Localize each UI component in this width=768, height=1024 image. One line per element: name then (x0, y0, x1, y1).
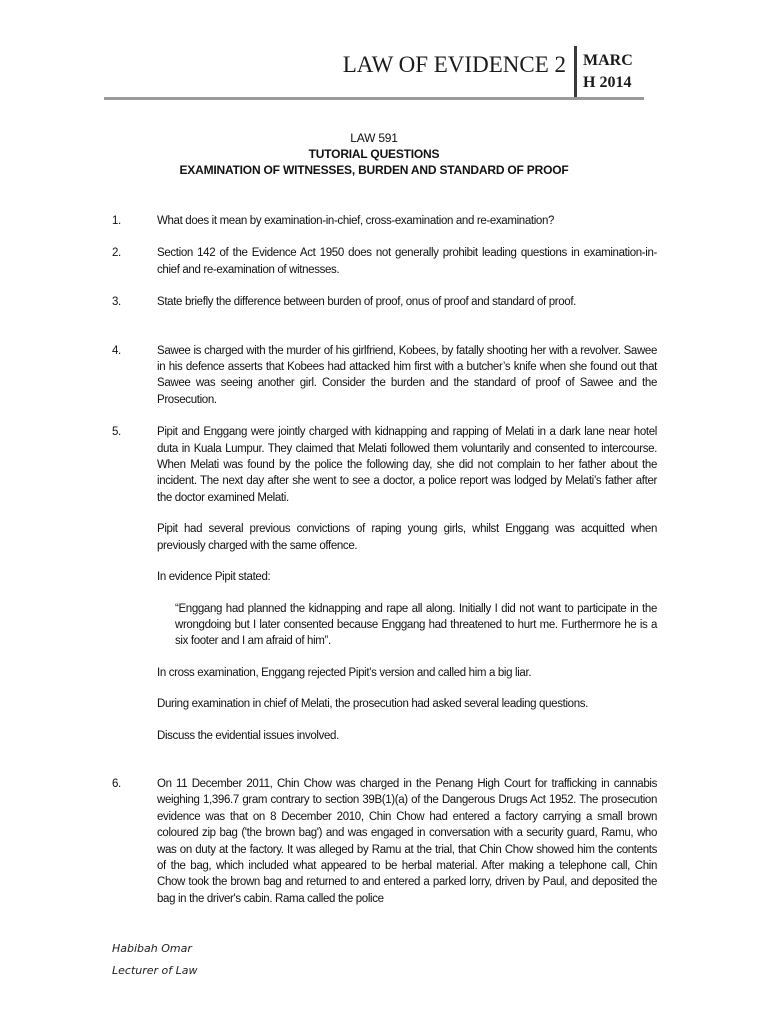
question-number: 4. (112, 344, 121, 357)
question-text: Pipit and Enggang were jointly charged with kidnapping and rapping of Melati in a dark lane near hotel duta in Kuala Lumpur. They claimed that Melati followed them voluntarily and consented to intercourse. When Melati was found by the police the following day, she did not complain to her father about the incident. The next day after she went to see a doctor, a police report was lodged by Melati’s father after the doctor examined Melati. (157, 426, 657, 504)
question-text: Sawee is charged with the murder of his girlfriend, Kobees, by fatally shooting her with a revolver. Sawee in his defence asserts that Kobees had attacked him first with a butcher’s knife when she found out that Sawee was seeing another girl. Consider the burden and the standard of proof of Sawee and the Prosecution. (157, 344, 657, 406)
question-number: 2. (112, 247, 121, 260)
question-number: 3. (112, 296, 121, 309)
question-item (112, 245, 657, 278)
question-number: 5. (112, 426, 121, 439)
question-text: Discuss the evidential issues involved. (157, 729, 339, 742)
question-text: In evidence Pipit stated: (157, 571, 271, 584)
author-footer (112, 938, 198, 982)
document-course-title: LAW OF EVIDENCE 2 (342, 52, 566, 77)
author-role: Lecturer of Law (112, 964, 198, 977)
tutorial-subheading: EXAMINATION OF WITNESSES, BURDEN AND STANDARD OF PROOF (179, 163, 569, 177)
date-line-1: MARC (583, 52, 633, 69)
question-item (112, 294, 657, 310)
question-text: On 11 December 2011, Chin Chow was charged in the Penang High Court for trafficking in cannabis weighing 1,396.7 gram contrary to section 39B(1)(a) of the Dangerous Drugs Act 1952. The prosecution evidence was that on 8 December 2010, Chin Chow had entered a factory carrying a small brown coloured zip bag ('the brown bag') and was engaged in conversation with a security guard, Ramu, who was on duty at the factory. It was alleged by Ramu at the trial, that Chin Chow showed him the contents of the bag, which included what appeared to be herbal material. After making a telephone call, Chin Chow took the brown bag and returned to and entered a parked lorry, driven by Paul, and deposited the bag in the driver's cabin. Rama called the police (157, 777, 657, 905)
question-text: Section 142 of the Evidence Act 1950 does not generally prohibit leading questions in examination-in-chief and re-examination of witnesses. (157, 247, 657, 276)
question-item (112, 343, 657, 409)
tutorial-heading: TUTORIAL QUESTIONS (308, 147, 440, 161)
title-block (104, 130, 644, 178)
question-list (112, 213, 657, 923)
question-number: 1. (112, 215, 121, 227)
question-item (112, 213, 657, 229)
question-text: In cross examination, Enggang rejected Pipit’s version and called him a big liar. (157, 666, 532, 679)
question-item (112, 776, 657, 907)
date-line-2: H 2014 (583, 74, 632, 91)
question-text: During examination in chief of Melati, the prosecution had asked several leading questions. (157, 698, 588, 711)
course-code: LAW 591 (350, 131, 398, 145)
question-text: State briefly the difference between burden of proof, onus of proof and standard of proof. (157, 296, 577, 309)
witness-quote: “Enggang had planned the kidnapping and rape all along. Initially I did not want to participate in the wrongdoing but I later consented because Enggang had threatened to hurt me. Furthermore he is a six footer and I am afraid of him”. (175, 602, 657, 648)
question-item (112, 424, 657, 744)
question-number: 6. (112, 777, 121, 790)
question-text: What does it mean by examination-in-chief, cross-examination and re-examination? (157, 215, 555, 227)
header-divider-vertical (574, 46, 577, 100)
header-divider-horizontal (104, 97, 644, 100)
question-text: Pipit had several previous convictions of raping young girls, whilst Enggang was acquitted when previously charged with the same offence. (157, 523, 657, 552)
author-name: Habibah Omar (112, 942, 192, 955)
document-date (583, 50, 663, 94)
